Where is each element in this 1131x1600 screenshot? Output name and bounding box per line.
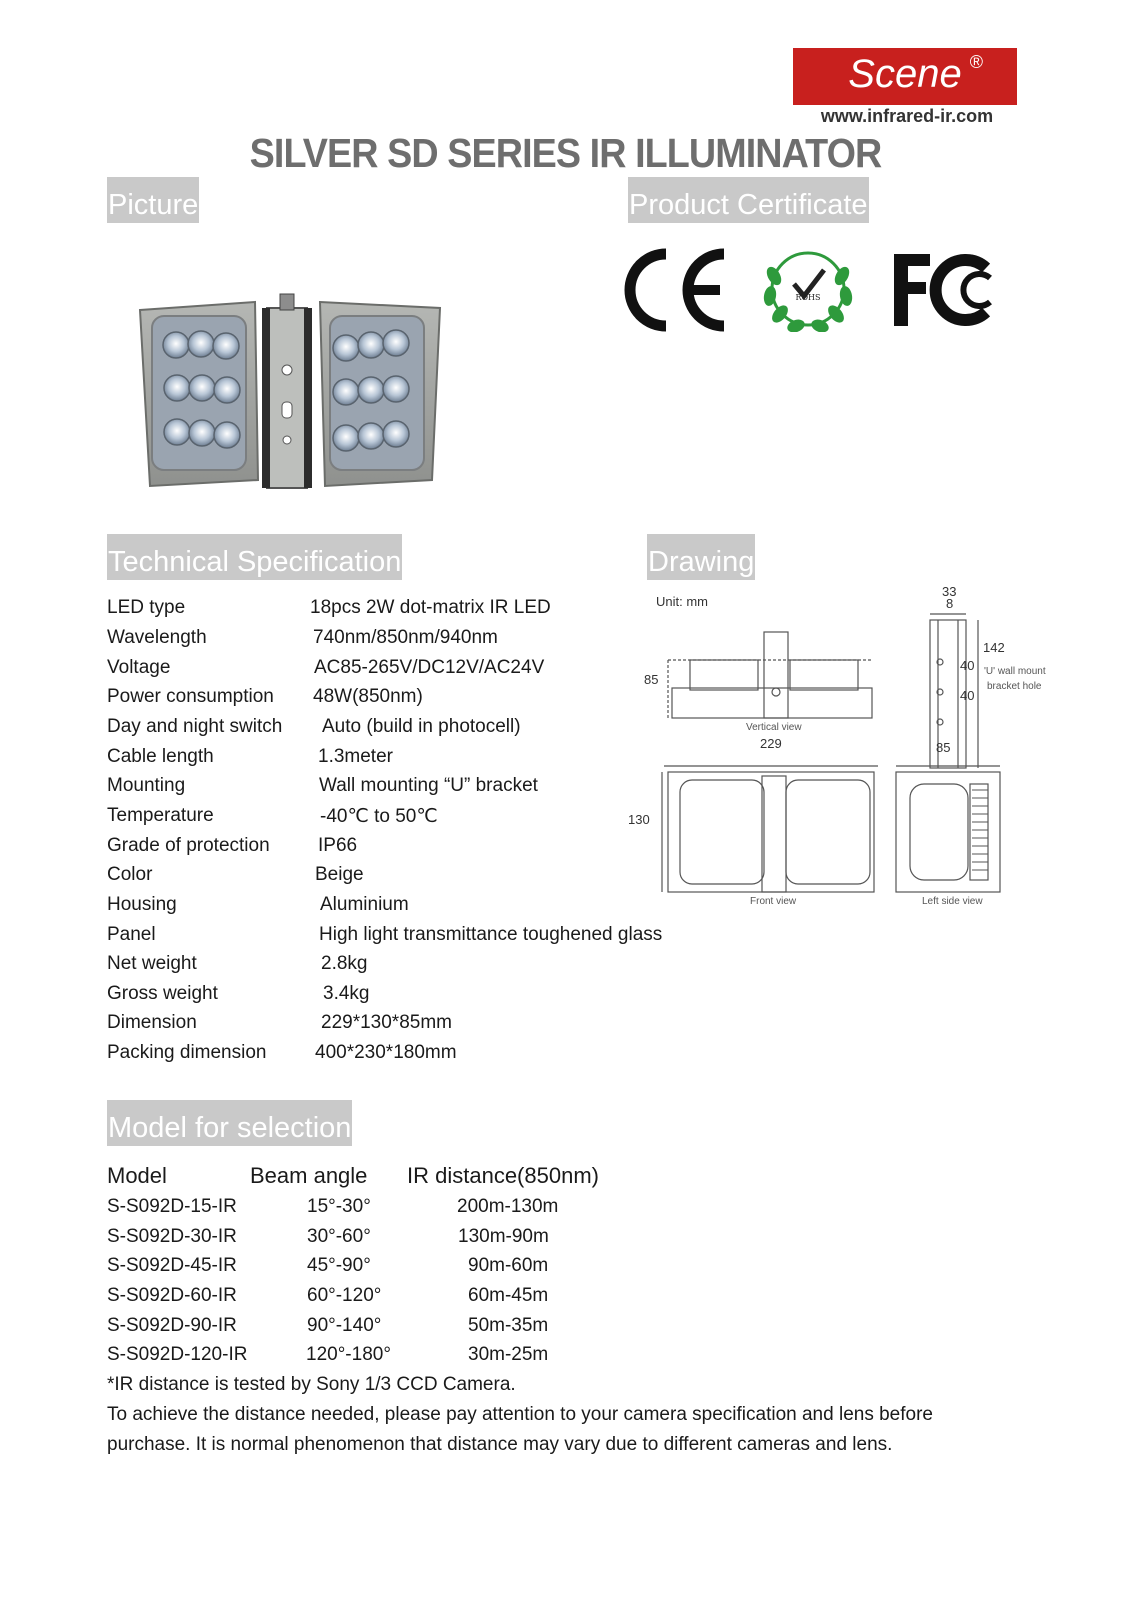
spec-value: 740nm/850nm/940nm	[313, 627, 498, 648]
section-model-selection: Model for selection	[107, 1100, 352, 1146]
dim-85-side: 85	[644, 672, 659, 687]
spec-label: Power consumption	[107, 686, 274, 707]
model-cell: S-S092D-45-IR	[107, 1255, 237, 1276]
distance-cell: 130m-90m	[458, 1226, 549, 1247]
dim-8: 8	[946, 596, 954, 611]
beam-cell: 30°-60°	[307, 1226, 371, 1247]
spec-value: 48W(850nm)	[313, 686, 423, 707]
spec-label: Wavelength	[107, 627, 207, 648]
distance-cell: 30m-25m	[468, 1344, 549, 1365]
distance-cell: 60m-45m	[468, 1285, 549, 1306]
model-cell: S-S092D-15-IR	[107, 1196, 237, 1217]
beam-cell: 90°-140°	[307, 1315, 382, 1336]
spec-label: Housing	[107, 894, 177, 915]
spec-value: Beige	[315, 864, 364, 885]
spec-label: Mounting	[107, 775, 186, 796]
spec-value: IP66	[318, 835, 358, 856]
camera-note-line-2: purchase. It is normal phenomenon that distance may vary due to different cameras and lens.	[107, 1434, 893, 1455]
beam-cell: 15°-30°	[307, 1196, 371, 1217]
beam-cell: 45°-90°	[307, 1255, 371, 1276]
registered-mark: ®	[969, 52, 983, 72]
model-cell: S-S092D-120-IR	[107, 1344, 248, 1365]
spec-value: Wall mounting “U” bracket	[319, 775, 538, 796]
ir-test-note: *IR distance is tested by Sony 1/3 CCD Camera.	[107, 1374, 516, 1395]
spec-label: Grade of protection	[107, 835, 270, 856]
spec-label: Color	[107, 864, 153, 885]
spec-label: Temperature	[107, 805, 214, 826]
spec-value: Aluminium	[320, 894, 409, 915]
dim-40-lower: 40	[960, 688, 975, 703]
dim-229: 229	[760, 736, 782, 751]
spec-label: Dimension	[107, 1012, 197, 1033]
spec-label: Day and night switch	[107, 716, 283, 737]
model-cell: S-S092D-90-IR	[107, 1315, 237, 1336]
distance-cell: 200m-130m	[457, 1196, 559, 1217]
ir-distance-header: IR distance(850nm)	[407, 1163, 599, 1188]
page-title: SILVER SD SERIES IR ILLUMINATOR	[249, 130, 882, 176]
spec-value: 229*130*85mm	[321, 1012, 452, 1033]
beam-cell: 60°-120°	[307, 1285, 382, 1306]
dim-33: 33	[942, 584, 957, 599]
dim-142: 142	[983, 640, 1005, 655]
spec-value: Auto (build in photocell)	[322, 716, 521, 737]
spec-value: 1.3meter	[318, 746, 393, 767]
dim-85-top: 85	[936, 740, 951, 755]
section-drawing: Drawing	[647, 534, 755, 580]
beam-cell: 120°-180°	[306, 1344, 391, 1365]
spec-label: Net weight	[107, 953, 197, 974]
product-photo	[130, 290, 460, 500]
model-header: Model	[107, 1163, 167, 1188]
spec-value: -40℃ to 50℃	[320, 806, 438, 827]
bracket-note-2: bracket hole	[987, 681, 1042, 692]
drawing-lines	[640, 600, 1020, 930]
technical-drawing	[628, 584, 1046, 930]
section-certificate: Product Certificate	[628, 177, 869, 223]
spec-label: LED type	[107, 597, 186, 618]
website-url: www.infrared-ir.com	[820, 106, 994, 126]
brand-logo	[793, 48, 1017, 105]
spec-value: 18pcs 2W dot-matrix IR LED	[310, 597, 551, 618]
brand-name: Scene	[848, 52, 962, 96]
rohs-label: ROHS	[795, 293, 821, 302]
spec-label: Gross weight	[107, 983, 218, 1004]
vertical-view-label: Vertical view	[746, 722, 802, 733]
ce-mark-icon	[618, 246, 733, 332]
spec-value: 400*230*180mm	[315, 1042, 457, 1063]
dim-40-upper: 40	[960, 658, 975, 673]
spec-value: 3.4kg	[323, 983, 370, 1004]
dim-130: 130	[628, 812, 650, 827]
spec-value: High light transmittance toughened glass	[319, 924, 663, 945]
front-view-label: Front view	[750, 896, 797, 907]
spec-value: AC85-265V/DC12V/AC24V	[314, 657, 545, 678]
camera-note-line-1: To achieve the distance needed, please pay attention to your camera specification and lens before	[107, 1404, 933, 1425]
spec-label: Cable length	[107, 746, 214, 767]
drawing-unit: Unit: mm	[656, 594, 708, 609]
model-cell: S-S092D-60-IR	[107, 1285, 237, 1306]
fcc-mark-icon	[890, 250, 1002, 330]
section-tech-spec: Technical Specification	[107, 534, 402, 580]
distance-cell: 50m-35m	[468, 1315, 549, 1336]
section-picture: Picture	[107, 177, 199, 223]
spec-label: Packing dimension	[107, 1042, 267, 1063]
spec-label: Voltage	[107, 657, 171, 678]
left-side-view-label: Left side view	[922, 896, 983, 907]
bracket-note-1: 'U' wall mount	[984, 666, 1046, 677]
beam-angle-header: Beam angle	[250, 1163, 368, 1188]
distance-cell: 90m-60m	[468, 1255, 549, 1276]
spec-label: Panel	[107, 924, 156, 945]
rohs-mark-icon	[760, 246, 856, 332]
spec-value: 2.8kg	[321, 953, 368, 974]
model-cell: S-S092D-30-IR	[107, 1226, 237, 1247]
